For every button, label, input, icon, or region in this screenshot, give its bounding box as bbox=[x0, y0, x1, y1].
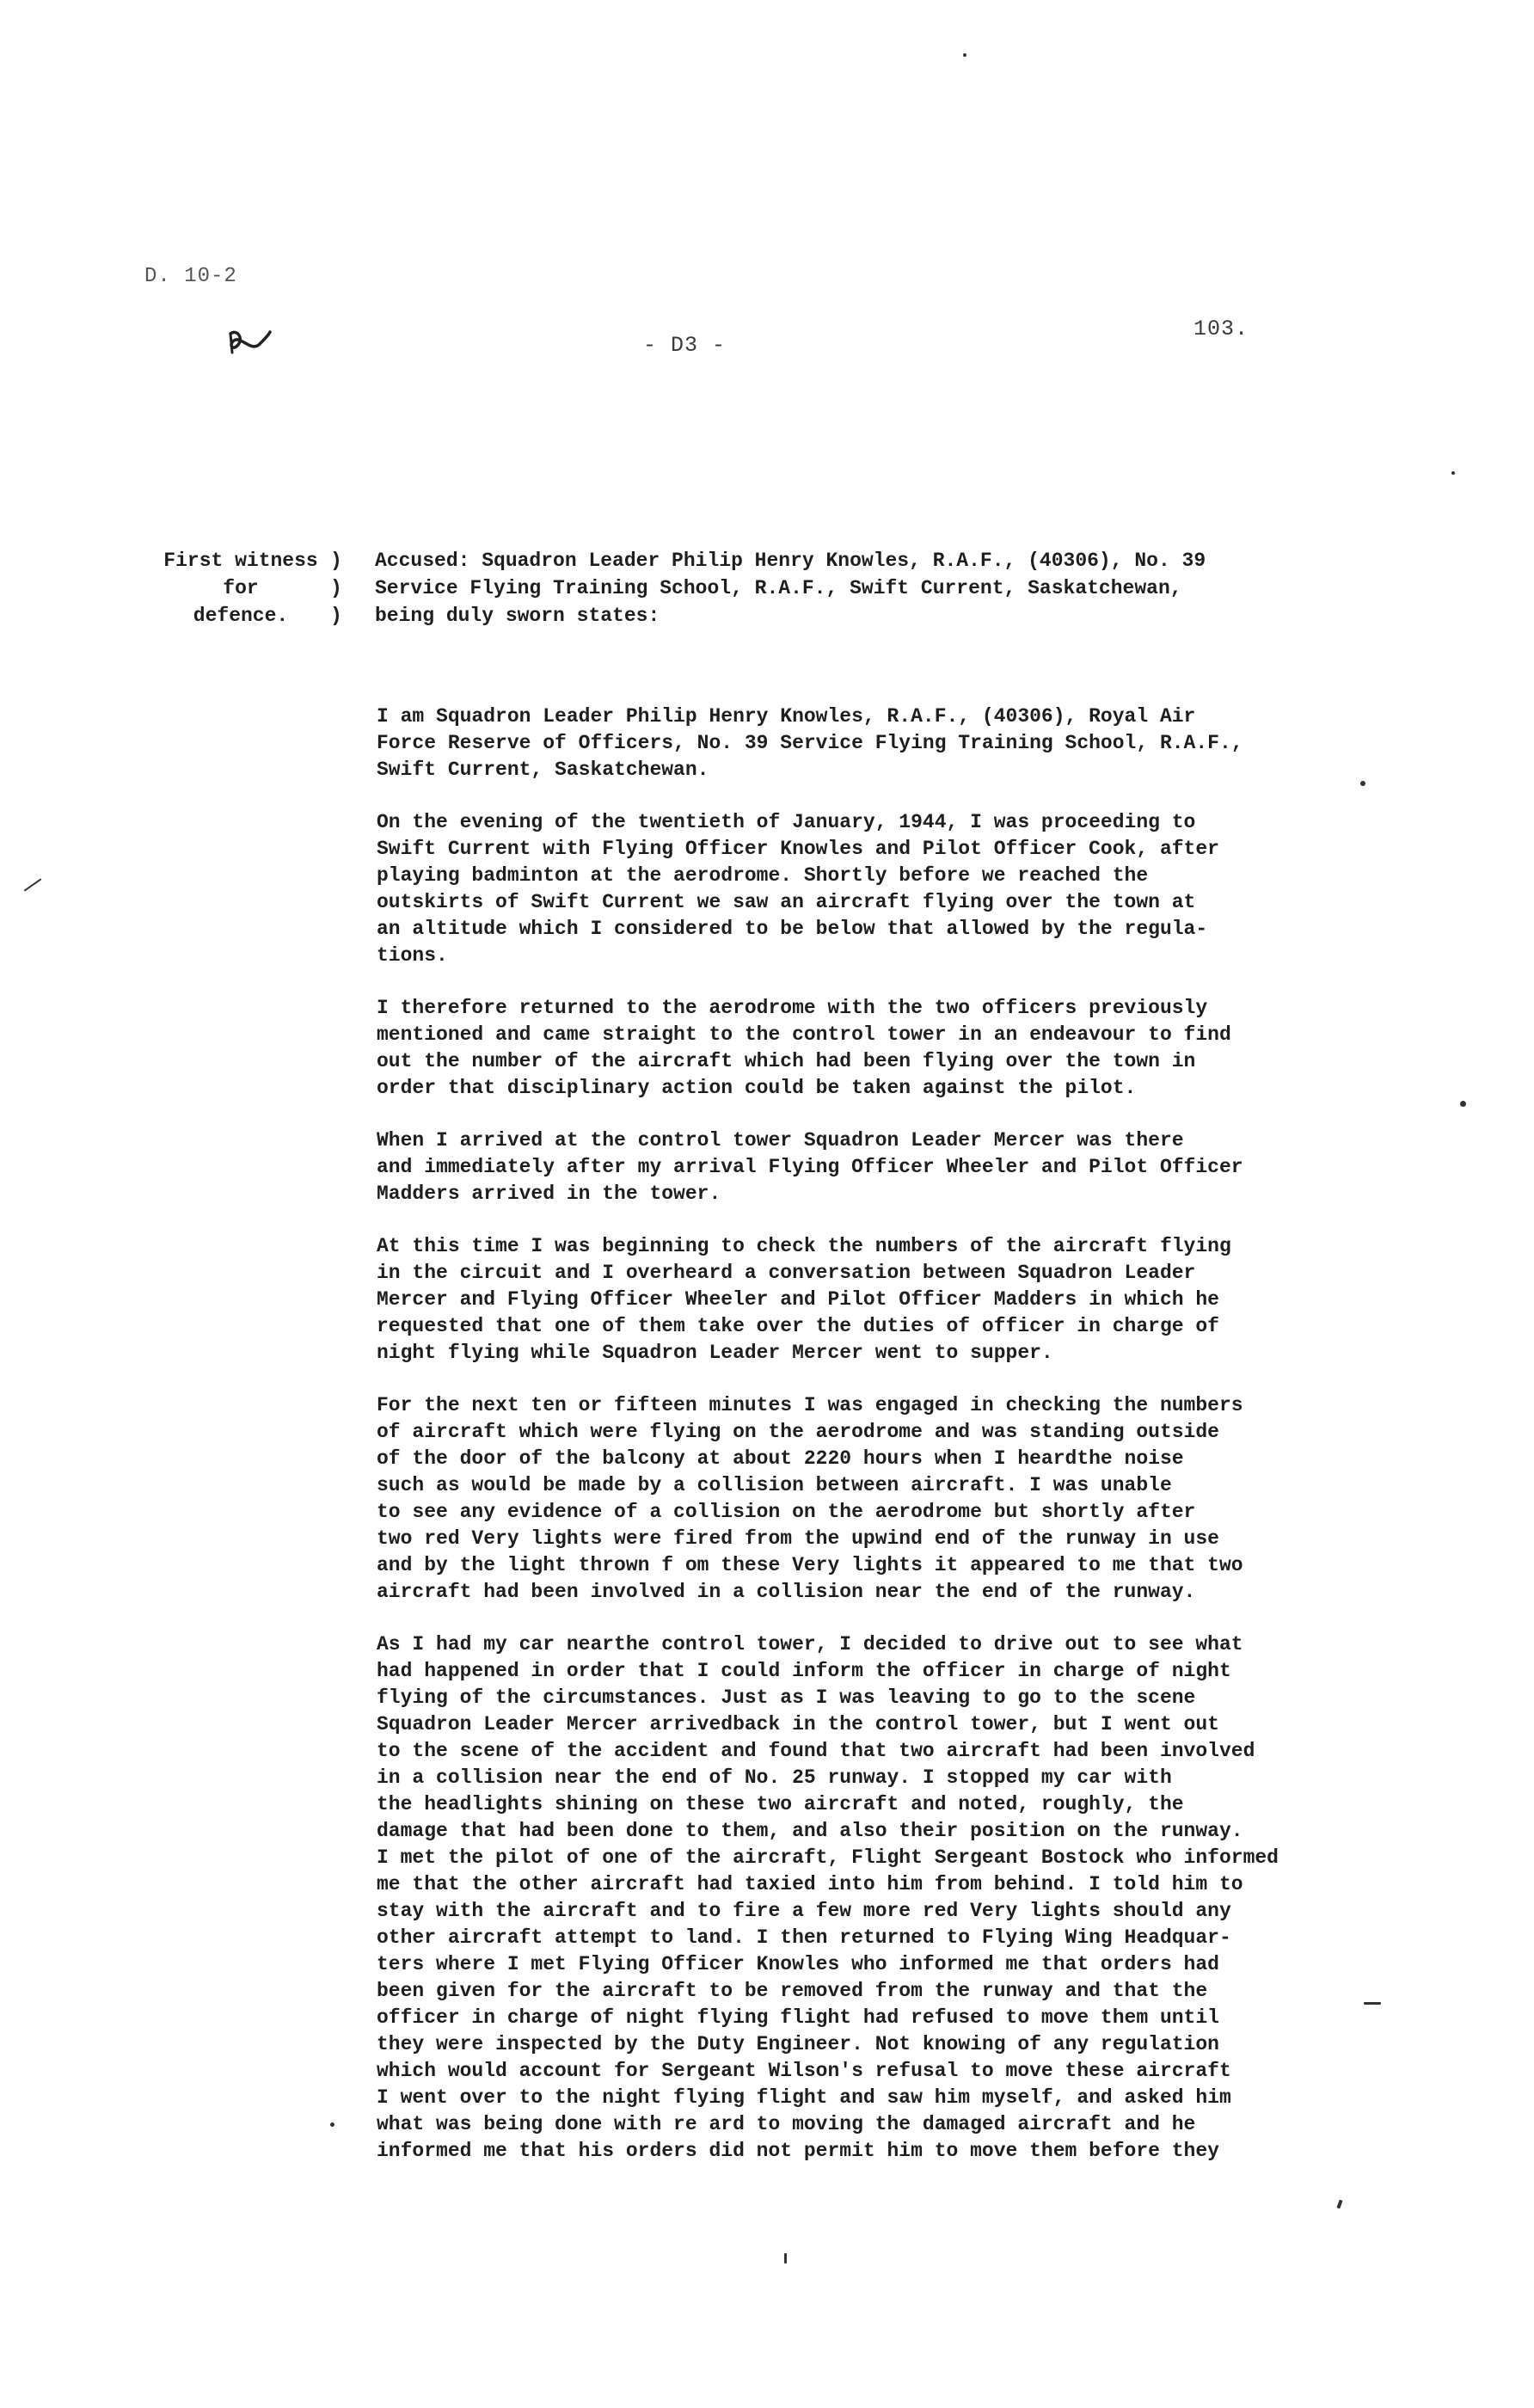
side-label-line: for bbox=[223, 577, 259, 599]
scan-speck bbox=[784, 2253, 787, 2264]
file-reference: D. 10-2 bbox=[144, 265, 237, 288]
scan-speck bbox=[1360, 781, 1365, 786]
scan-speck bbox=[330, 2122, 334, 2127]
witness-introduction: Accused: Squadron Leader Philip Henry Knowles, R.A.F., (40306), No. 39 Service Flying Training School, R.A.F., Swift Current, Saskatchewan, being duly sworn states: bbox=[375, 550, 1206, 627]
side-label-line: First witness bbox=[163, 550, 318, 572]
scan-speck bbox=[1460, 1101, 1466, 1107]
statement-paragraph: I therefore returned to the aerodrome with the two officers previously mentioned and came straight to the control tower in an endeavour to find out the number of the aircraft which had been flying over the town in order that disciplinary action could be taken against the pilot. bbox=[377, 997, 1231, 1099]
statement-paragraph: For the next ten or fifteen minutes I was engaged in checking the numbers of aircraft which were flying on the aerodrome and was standing outside of the door of the balcony at about 2220 hours when I heardthe noise such as would be made by a collision between aircraft. I was unable to see any evidence of a collision on the aerodrome but shortly after two red Very lights were fired from the upwind end of the runway in use and by the light thrown f om these Very lights it appeared to me that two aircraft had been involved in a collision near the end of the runway. bbox=[377, 1394, 1243, 1603]
statement-paragraph: I am Squadron Leader Philip Henry Knowles, R.A.F., (40306), Royal Air Force Reserve of Officers, No. 39 Service Flying Training School, R.A.F., Swift Current, Saskatchewan. bbox=[377, 705, 1243, 781]
statement-body bbox=[377, 703, 1357, 2190]
statement-paragraph: On the evening of the twentieth of January, 1944, I was proceeding to Swift Current with Flying Officer Knowles and Pilot Officer Cook, after playing badminton at the aerodrome. Shortly before we reached the outskirts of Swift Current we saw an aircraft flying over the town at an altitude which I considered to be below that allowed by the regula- tions. bbox=[377, 811, 1219, 967]
statement-paragraph: When I arrived at the control tower Squadron Leader Mercer was there and immediately after my arrival Flying Officer Wheeler and Pilot Officer Madders arrived in the tower. bbox=[377, 1129, 1243, 1205]
page-number: 103. bbox=[1193, 316, 1249, 341]
side-label-line: defence. bbox=[193, 605, 289, 627]
handwritten-mark-icon bbox=[225, 327, 272, 358]
scan-speck bbox=[1336, 2200, 1342, 2209]
scan-speck bbox=[963, 53, 966, 57]
statement-paragraph: As I had my car nearthe control tower, I decided to drive out to see what had happened in order that I could inform the officer in charge of night flying of the circumstances. Just as I was leaving to go to the scene Squadron Leader Mercer arrivedback in the control tower, but I went out to the scene of the accident and found that two aircraft had been involved in a collision near the end of No. 25 runway. I stopped my car with the headlights shining on these two aircraft and noted, roughly, the damage that had been done to them, and also their position on the runway. I met the pilot of one of the aircraft, Flight Sergeant Bostock who informed me that the other aircraft had taxied into him from behind. I told him to stay with the aircraft and to fire a few more red Very lights should any other aircraft attempt to land. I then returned to Flying Wing Headquar- ters where I met Flying Officer Knowles who informed me that orders had been given for the aircraft to be removed from the runway and that the officer in charge of night flying flight had refused to move them until they were inspected by the Duty Engineer. Not knowing of any regulation which would account for Sergeant Wilson's refusal to move these aircraft I went over to the night flying flight and saw him myself, and asked him what was being done with re ard to moving the damaged aircraft and he informed me that his orders did not permit him to move them before they bbox=[377, 1633, 1279, 2162]
page-section-marker: - D3 - bbox=[643, 333, 727, 358]
witness-side-label bbox=[155, 547, 327, 630]
statement-paragraph: At this time I was beginning to check the numbers of the aircraft flying in the circuit and I overheard a conversation between Squadron Leader Mercer and Flying Officer Wheeler and Pilot Officer Madders in which he requested that one of them take over the duties of officer in charge of night flying while Squadron Leader Mercer went to supper. bbox=[377, 1235, 1231, 1364]
scan-speck bbox=[24, 878, 42, 891]
scan-speck bbox=[1364, 2002, 1381, 2005]
bracket-column: ) ) ) bbox=[330, 550, 342, 627]
scan-speck bbox=[1451, 471, 1455, 475]
